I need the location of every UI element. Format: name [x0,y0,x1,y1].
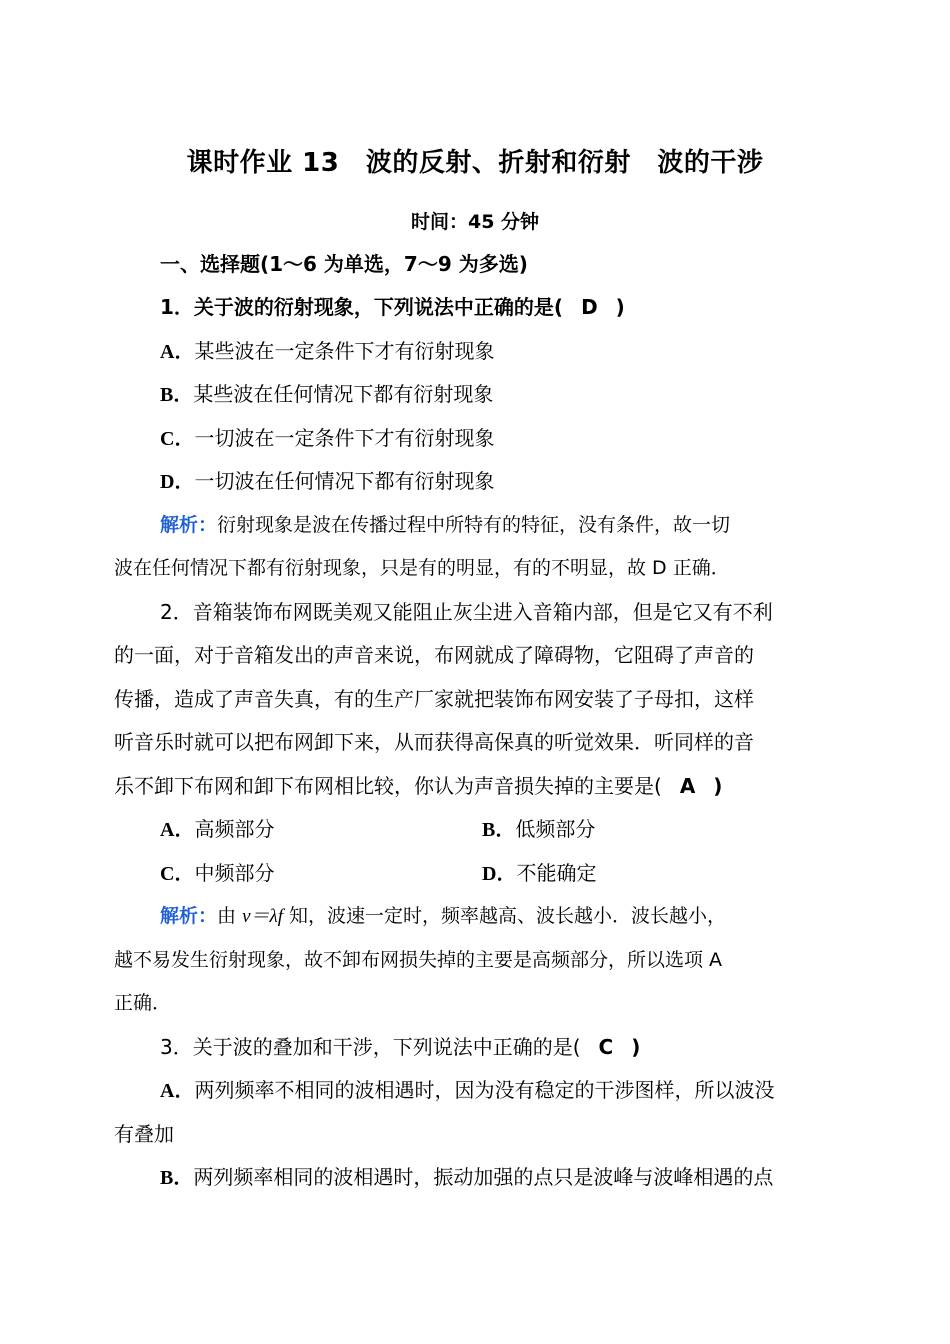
question-1-stem [160,293,838,321]
analysis-text: 由 [217,905,243,927]
question-3-stem [160,1033,838,1061]
option-label: A． [160,341,195,363]
option-text: 不能确定 [516,861,597,885]
question-1-analysis-line-2: 波在任何情况下都有衍射现象，只是有的明显，有的不明显，故 D 正确． [114,557,730,579]
question-2-analysis-line-1 [160,902,838,931]
option-text: 某些波在任何情况下都有衍射现象 [193,382,494,406]
question-3-close: ) [631,1035,641,1059]
time-limit: 时间：45 分钟 [410,211,540,233]
option-label: B． [482,819,516,841]
question-3-text: 3．关于波的叠加和干涉，下列说法中正确的是( [160,1035,581,1059]
option-label: A． [160,819,195,841]
question-1-option-d [160,467,838,496]
question-3-answer: C [598,1035,614,1059]
question-2-options-row-2 [160,859,838,888]
page-title: 课时作业 13 波的反射、折射和衍射 波的干涉 [186,148,764,178]
question-3-option-a-line-1 [160,1076,838,1105]
option-label: C． [160,863,195,885]
option-label: C． [160,428,195,450]
analysis-text: 衍射现象是波在传播过程中所特有的特征，没有条件，故一切 [217,514,731,536]
question-1-answer: D [581,295,598,319]
question-1-analysis-line-1 [160,511,838,539]
question-3-option-b [160,1163,838,1192]
analysis-text: 知，波速一定时，频率越高、波长越小．波长越小， [283,905,727,927]
question-2-line-3: 传播，造成了声音失真，有的生产厂家就把装饰布网安装了子母扣，这样 [114,687,754,711]
option-text: 某些波在一定条件下才有衍射现象 [194,339,495,363]
question-2-line-2: 的一面，对于音箱发出的声音来说，布网就成了障碍物，它阻碍了声音的 [114,643,754,667]
analysis-label: 解析： [160,514,218,536]
question-2-answer: A [679,774,696,798]
option-label: D． [160,471,195,493]
option-label: A． [160,1080,195,1102]
option-text: 一切波在任何情况下都有衍射现象 [194,469,495,493]
question-2-line-5 [114,772,838,800]
option-text: 高频部分 [194,817,275,841]
option-text: 一切波在一定条件下才有衍射现象 [194,426,495,450]
analysis-formula: v＝λf [242,906,284,927]
question-1-option-a [160,337,838,366]
question-2-close: ) [713,774,723,798]
question-1-text: 1．关于波的衍射现象，下列说法中正确的是( [160,295,564,319]
option-text: 中频部分 [194,861,275,885]
question-1-option-c [160,424,838,453]
question-2-analysis-line-3: 正确． [114,992,172,1014]
question-2-line-1: 2．音箱装饰布网既美观又能阻止灰尘进入音箱内部，但是它又有不利 [160,600,773,624]
option-text: 两列频率不相同的波相遇时，因为没有稳定的干涉图样，所以波没 [194,1078,775,1102]
question-2-text: 乐不卸下布网和卸下布网相比较，你认为声音损失掉的主要是( [114,774,662,798]
question-1-close: ) [615,295,625,319]
question-2-analysis-line-2: 越不易发生衍射现象，故不卸布网损失掉的主要是高频部分，所以选项 A [114,949,723,971]
option-label: B． [160,384,194,406]
option-label: B． [160,1167,194,1189]
question-1-option-b [160,380,838,409]
option-label: D． [482,863,517,885]
option-text: 低频部分 [515,817,596,841]
section-heading: 一、选择题(1～6 为单选，7～9 为多选) [160,252,528,276]
option-text: 两列频率相同的波相遇时，振动加强的点只是波峰与波峰相遇的点 [193,1165,774,1189]
question-3-option-a-line-2: 有叠加 [114,1122,174,1146]
question-2-options-row-1 [160,815,838,844]
analysis-label: 解析： [160,905,218,927]
question-2-line-4: 听音乐时就可以把布网卸下来，从而获得高保真的听觉效果．听同样的音 [114,730,754,754]
